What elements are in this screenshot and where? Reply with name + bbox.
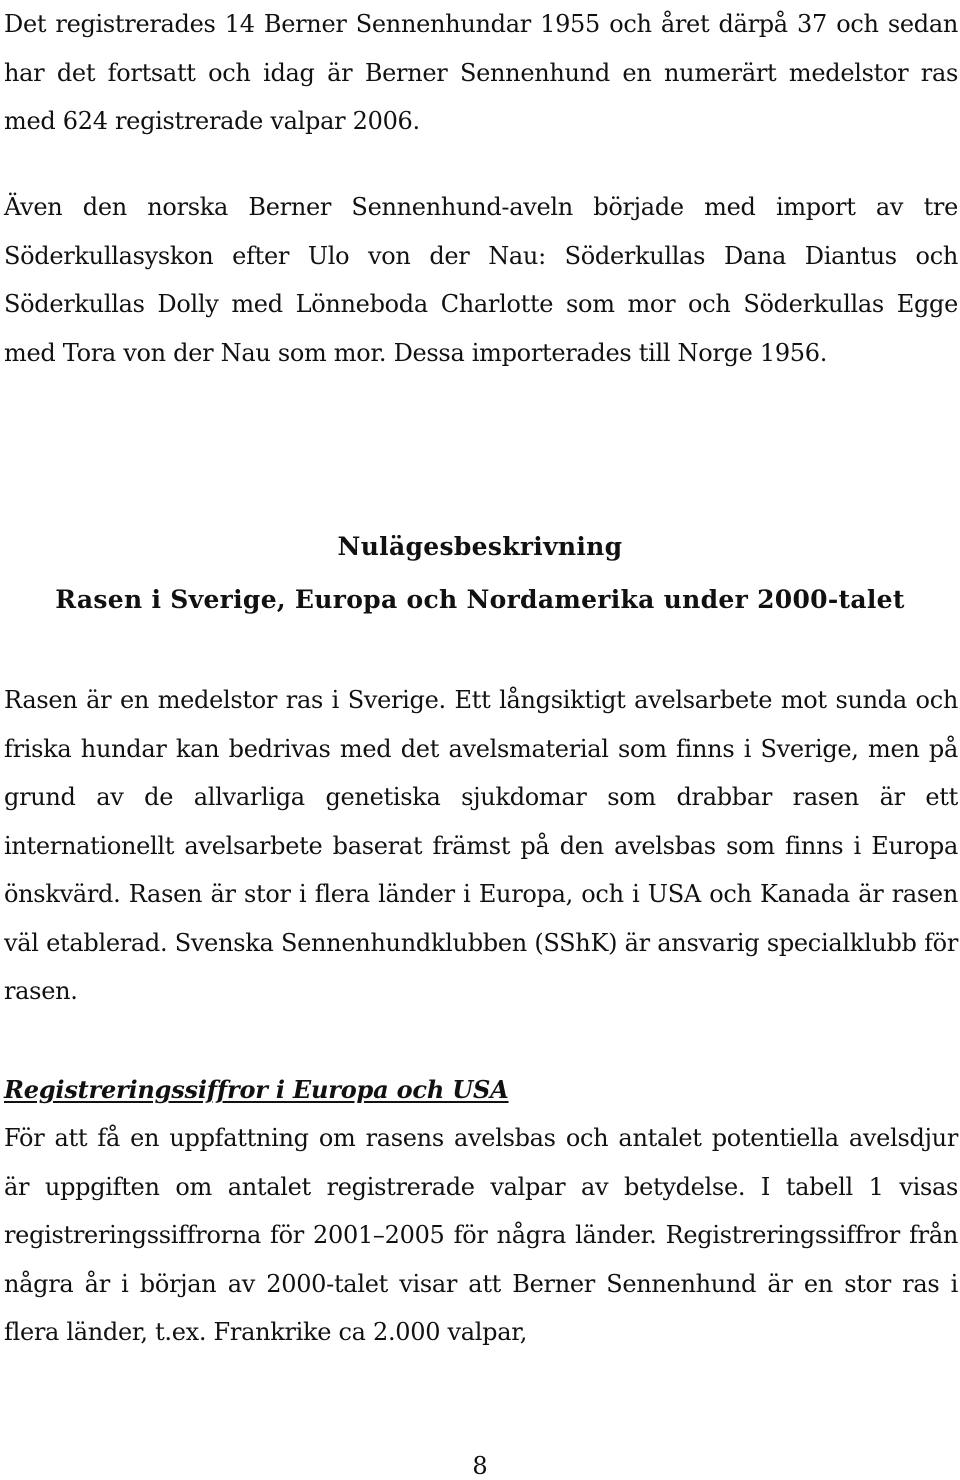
intro-paragraph-1: Det registrerades 14 Berner Sennenhundar 1955 och året därpå 37 och sedan har det fortsatt och idag är Berner Sennenhund en numerärt medelstor ras med 624 registrerade valpar 2006.: [4, 10, 958, 135]
section-title: Nulägesbeskrivning: [337, 532, 623, 561]
section-subtitle: Rasen i Sverige, Europa och Nordamerika under 2000-talet: [55, 585, 905, 614]
registration-paragraph: För att få en uppfattning om rasens avelsbas och antalet potentiella avelsdjur är uppgiften om antalet registrerade valpar av betydelse. I tabell 1 visas registreringssiffrorna för 2001–2005 för några länder. Registreringssiffror från några år i början av 2000-talet visar att Berner Sennenhund är en stor ras i flera länder, t.ex. Frankrike ca 2.000 valpar,: [4, 1124, 958, 1346]
registration-heading: Registreringssiffror i Europa och USA: [4, 1075, 509, 1104]
current-state-paragraph: Rasen är en medelstor ras i Sverige. Ett långsiktigt avelsarbete mot sunda och friska hundar kan bedrivas med det avelsmaterial som finns i Sverige, men på grund av de allvarliga genetiska sjukdomar som drabbar rasen är ett internationellt avelsarbete baserat främst på den avelsbas som finns i Europa önskvärd. Rasen är stor i flera länder i Europa, och i USA och Kanada är rasen väl etablerad. Svenska Sennenhundklubben (SShK) är ansvarig specialklubb för rasen.: [4, 686, 958, 1005]
intro-paragraph-2: Även den norska Berner Sennenhund-aveln började med import av tre Söderkullasyskon efter Ulo von der Nau: Söderkullas Dana Diantus och Söderkullas Dolly med Lönneboda Charlotte som mor och Söderkullas Egge med Tora von der Nau som mor. Dessa importerades till Norge 1956.: [4, 193, 958, 367]
page-number: 8: [472, 1452, 488, 1480]
